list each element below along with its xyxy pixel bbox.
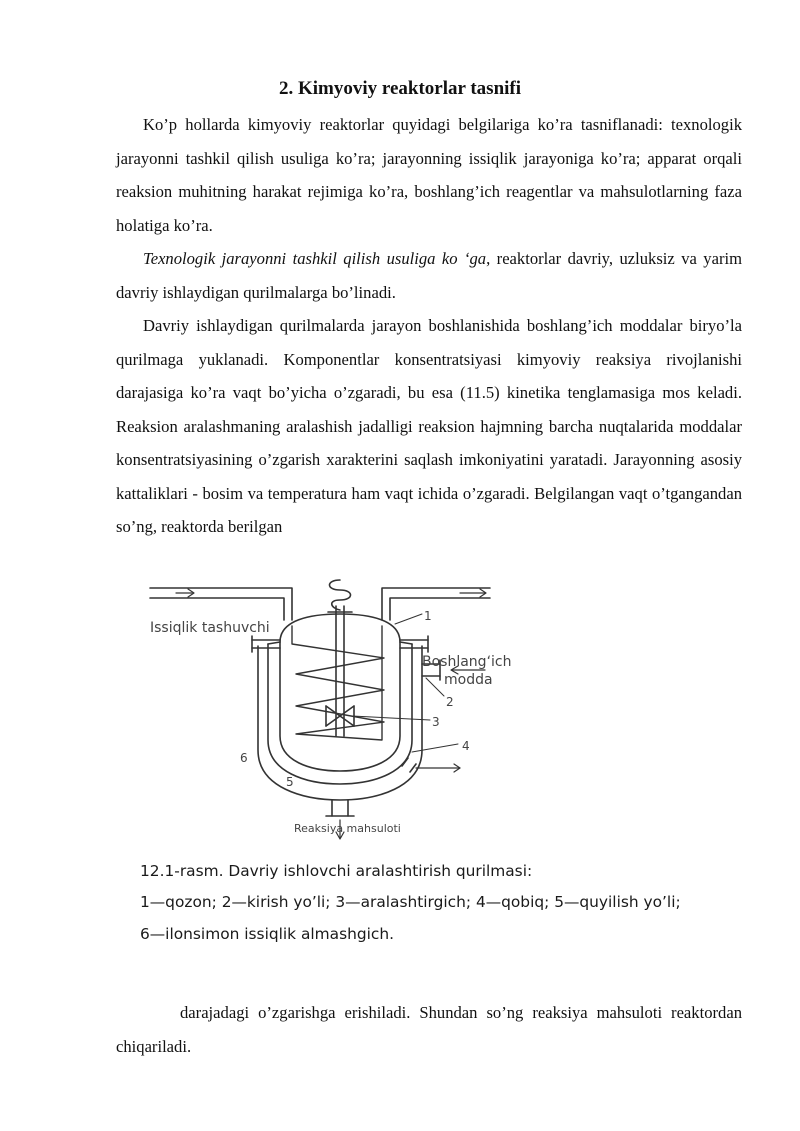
figure-caption-legend-1: 1—qozon; 2—kirish yo’li; 3—aralashtirgich; 4—qobiq; 5—quyilish yo’li; [140,893,681,911]
label-num-1: 1 [424,609,432,623]
heat-outlet-pipe [382,588,490,620]
label-num-3: 3 [432,715,440,729]
label-num-6: 6 [240,751,248,765]
coil-heat-exchanger [292,626,384,740]
paragraph-classification: Ko’p hollarda kimyoviy reaktorlar quyidagi belgilariga ko’ra tasniflanadi: texnologik jarayonni tashkil qilish usuliga ko’ra; jarayonning issiqlik jarayoniga ko’ra; apparat orqali reaksion muhitning harakat rejimiga ko’ra, boshlang’ich reagentlar va mahsulotlarning faza holatiga ko’ra. [116,115,742,235]
jacket-outlet [402,758,460,772]
motor-spring [330,580,351,610]
leader-lines [352,614,458,752]
paragraph-batch-reactors: Davriy ishlaydigan qurilmalarda jarayon boshlanishida boshlang’ich moddalar biryo’la qurilmaga yuklanadi. Komponentlar konsentratsiyasi kimyoviy reaksiya rivojlanishi darajasiga ko’ra vaqt bo’yicha o’zgaradi, bu esa (11.5) kinetika tenglamasiga mos keladi. Reaksion aralashmaning aralashish jadalligi reaksion hajmning barcha nuqtalarida moddalar konsentratsiyasining o’zgarish xarakterini saqlash imkoniyatini yaratadi. Jarayonning asosiy kattaliklari - bosim va temperatura ham vaqt ichida o’zgaradi. Belgilangan vaqt o’tgangandan so’ng, reaktorda berilgan [116,316,742,536]
section-heading: 2. Kimyoviy reaktorlar tasnifi [278,78,522,99]
flange-right [400,636,428,652]
heat-inlet-pipe [150,588,292,620]
label-num-2: 2 [446,695,454,709]
figure-caption-legend-2: 6—ilonsimon issiqlik almashgich. [140,925,395,943]
figure-caption-title: 12.1-rasm. Davriy ishlovchi aralashtirish qurilmasi: [140,862,533,880]
label-num-4: 4 [462,739,470,753]
paragraph-process-organization [116,242,742,309]
label-starting-material-1: Boshlang‘ich [422,654,512,670]
jacket-shell [258,614,422,800]
paragraph-text: , reaktorlar davriy, uzluksiz va yarim davriy ishlaydigan qurilmalarga bo’linadi. [116,249,742,302]
paragraph-continuation: darajadagi o’zgarishga erishiladi. Shundan so’ng reaksiya mahsuloti reaktordan chiqariladi. [116,1003,742,1056]
flange-left [252,636,280,652]
italic-term: Texnologik jarayonni tashkil qilish usuliga ko ‘ga [143,249,487,268]
label-num-5: 5 [286,775,294,789]
label-heat-carrier: Issiqlik tashuvchi [150,620,270,636]
label-product: Reaksiya mahsuloti [294,822,401,835]
reactor-diagram [140,566,540,841]
label-starting-material-2: modda [444,672,493,688]
